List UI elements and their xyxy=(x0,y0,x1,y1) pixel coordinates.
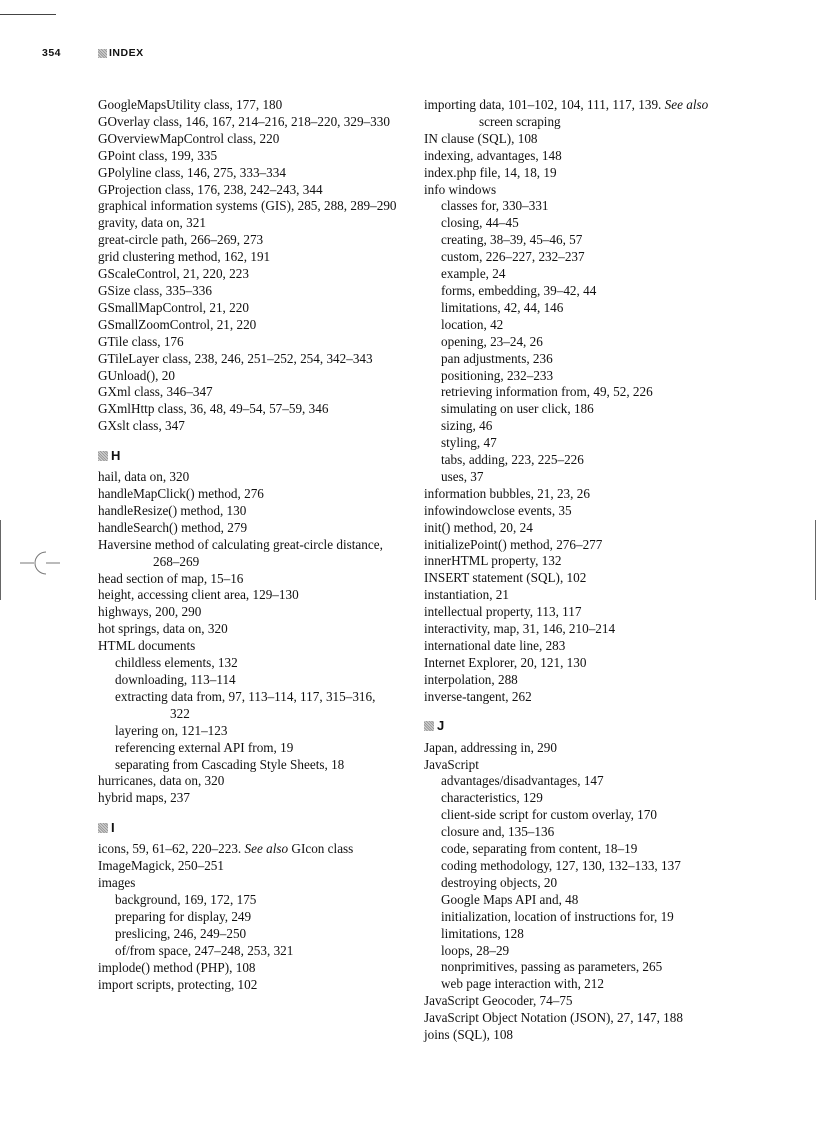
entry-text: uses, 37 xyxy=(441,468,484,484)
index-entry xyxy=(424,520,724,537)
entry-text: joins (SQL), 108 xyxy=(424,1027,514,1043)
index-subentry xyxy=(424,249,724,266)
entry-text: GScaleControl, 21, 220, 223 xyxy=(98,266,249,282)
index-entry xyxy=(424,621,724,638)
index-subentry xyxy=(424,892,724,909)
entry-text: hail, data on, 320 xyxy=(98,469,190,485)
index-entry xyxy=(424,604,724,621)
entry-text: tabs, adding, 223, 225–226 xyxy=(441,452,584,468)
index-entry xyxy=(98,858,398,875)
index-entry xyxy=(98,604,398,621)
entry-text: GSize class, 335–336 xyxy=(98,282,212,298)
index-entry xyxy=(424,570,724,587)
entry-text: head section of map, 15–16 xyxy=(98,570,244,586)
entry-text: INSERT statement (SQL), 102 xyxy=(424,570,587,586)
index-subentry xyxy=(424,452,724,469)
index-entry xyxy=(98,165,398,182)
index-entry xyxy=(98,418,398,435)
index-subentry xyxy=(424,875,724,892)
index-subentry xyxy=(424,300,724,317)
index-entry xyxy=(98,114,398,131)
index-entry xyxy=(424,672,724,689)
index-entry xyxy=(98,469,398,486)
entry-text: HTML documents xyxy=(98,638,196,654)
entry-text: Haversine method of calculating great-circle distance, 268–269 xyxy=(98,536,383,569)
entry-text: closing, 44–45 xyxy=(441,215,519,231)
index-entry xyxy=(98,317,398,334)
entry-text: great-circle path, 266–269, 273 xyxy=(98,232,264,248)
index-entry xyxy=(424,993,724,1010)
index-entry xyxy=(98,198,398,215)
index-entry xyxy=(98,283,398,300)
index-subentry xyxy=(424,435,724,452)
index-subentry xyxy=(98,689,398,723)
index-entry xyxy=(98,773,398,790)
index-entry xyxy=(98,638,398,655)
entry-text: height, accessing client area, 129–130 xyxy=(98,587,299,603)
entry-text: international date line, 283 xyxy=(424,638,566,653)
index-subentry xyxy=(424,401,724,418)
index-entry xyxy=(424,655,724,672)
entry-text: info windows xyxy=(424,181,497,197)
entry-text: handleSearch() method, 279 xyxy=(98,519,248,535)
entry-text: infowindowclose events, 35 xyxy=(424,502,572,518)
entry-text: limitations, 128 xyxy=(441,925,524,941)
index-entry xyxy=(98,249,398,266)
section-letter: H xyxy=(111,447,121,463)
entry-text: destroying objects, 20 xyxy=(441,874,558,890)
entry-text: nonprimitives, passing as parameters, 265 xyxy=(441,959,663,975)
index-entry xyxy=(424,182,724,199)
index-subentry xyxy=(424,807,724,824)
entry-text: GXslt class, 347 xyxy=(98,418,185,434)
index-entry xyxy=(98,368,398,385)
index-entry xyxy=(424,1010,724,1027)
index-subentry xyxy=(424,232,724,249)
entry-text: opening, 23–24, 26 xyxy=(441,333,543,349)
entry-text: handleResize() method, 130 xyxy=(98,502,247,518)
index-subentry xyxy=(424,317,724,334)
index-subentry xyxy=(424,841,724,858)
index-entry xyxy=(98,960,398,977)
entry-text: innerHTML property, 132 xyxy=(424,553,562,569)
entry-text: index.php file, 14, 18, 19 xyxy=(424,164,557,180)
index-entry xyxy=(424,638,724,655)
index-subentry xyxy=(98,723,398,740)
entry-text: icons, 59, 61–62, 220–223. xyxy=(98,841,242,857)
entry-text: extracting data from, 97, 113–114, 117, 315–316, 322 xyxy=(115,688,376,721)
entry-text: positioning, 232–233 xyxy=(441,367,554,383)
entry-text: example, 24 xyxy=(441,266,506,282)
entry-text: hybrid maps, 237 xyxy=(98,790,190,806)
index-subentry xyxy=(424,858,724,875)
entry-text: styling, 47 xyxy=(441,435,497,451)
index-subentry xyxy=(424,909,724,926)
entry-text: simulating on user click, 186 xyxy=(441,401,594,417)
section-marker-icon xyxy=(98,49,107,58)
index-entry xyxy=(98,266,398,283)
index-entry xyxy=(424,1027,724,1044)
index-subentry xyxy=(98,655,398,672)
entry-text: location, 42 xyxy=(441,316,504,332)
index-subentry xyxy=(424,351,724,368)
entry-text: information bubbles, 21, 23, 26 xyxy=(424,485,590,501)
index-entry xyxy=(98,571,398,588)
index-entry xyxy=(98,351,398,368)
entry-text: classes for, 330–331 xyxy=(441,198,549,214)
section-letter: J xyxy=(437,718,445,734)
entry-text: characteristics, 129 xyxy=(441,790,543,806)
entry-text: IN clause (SQL), 108 xyxy=(424,130,538,146)
entry-text: GPoint class, 199, 335 xyxy=(98,147,218,163)
entry-text: initialization, location of instructions for, 19 xyxy=(441,908,674,924)
entry-text: graphical information systems (GIS), 285, 288, 289–290 xyxy=(98,198,397,214)
index-entry xyxy=(98,334,398,351)
index-entry xyxy=(98,215,398,232)
index-entry xyxy=(424,757,724,774)
entry-text: GProjection class, 176, 238, 242–243, 344 xyxy=(98,181,323,197)
entry-text: background, 169, 172, 175 xyxy=(115,891,257,907)
entry-text: hurricanes, data on, 320 xyxy=(98,773,225,789)
entry-text: of/from space, 247–248, 253, 321 xyxy=(115,942,294,958)
entry-text: retrieving information from, 49, 52, 226 xyxy=(441,384,653,400)
entry-text: handleMapClick() method, 276 xyxy=(98,486,264,502)
section-marker-icon xyxy=(424,721,434,731)
entry-text: layering on, 121–123 xyxy=(115,722,228,738)
entry-text: initializePoint() method, 276–277 xyxy=(424,536,603,552)
index-subentry xyxy=(424,418,724,435)
index-subentry xyxy=(424,215,724,232)
index-entry xyxy=(98,232,398,249)
index-subentry xyxy=(424,976,724,993)
index-subentry xyxy=(424,384,724,401)
index-entry xyxy=(98,841,398,858)
index-subentry xyxy=(424,790,724,807)
index-entry xyxy=(98,587,398,604)
entry-text: importing data, 101–102, 104, 111, 117, 139. xyxy=(424,97,662,112)
index-entry xyxy=(98,875,398,892)
entry-text: GOverviewMapControl class, 220 xyxy=(98,130,280,146)
index-entry xyxy=(424,148,724,165)
entry-text: interactivity, map, 31, 146, 210–214 xyxy=(424,621,616,637)
entry-text: JavaScript Geocoder, 74–75 xyxy=(424,993,573,1009)
index-entry xyxy=(98,486,398,503)
see-also-target: screen scraping xyxy=(479,113,561,129)
entry-text: custom, 226–227, 232–237 xyxy=(441,249,585,265)
index-entry xyxy=(424,486,724,503)
entry-text: highways, 200, 290 xyxy=(98,604,202,620)
index-subentry xyxy=(424,773,724,790)
entry-text: Google Maps API and, 48 xyxy=(441,891,579,907)
index-entry xyxy=(98,621,398,638)
entry-text: creating, 38–39, 45–46, 57 xyxy=(441,232,583,248)
see-also-target: GIcon class xyxy=(288,841,354,857)
index-column-left xyxy=(98,97,398,993)
running-head-title: INDEX xyxy=(109,47,144,59)
index-entry xyxy=(98,503,398,520)
entry-text: client-side script for custom overlay, 170 xyxy=(441,807,657,823)
index-entry xyxy=(424,689,724,706)
see-also-label: See also xyxy=(664,97,709,112)
entry-text: GXml class, 346–347 xyxy=(98,384,213,400)
index-entry xyxy=(98,401,398,418)
entry-text: intellectual property, 113, 117 xyxy=(424,604,582,620)
index-entry xyxy=(424,131,724,148)
index-entry xyxy=(424,553,724,570)
entry-text: downloading, 113–114 xyxy=(115,672,236,687)
section-marker-icon xyxy=(98,451,108,461)
entry-text: limitations, 42, 44, 146 xyxy=(441,299,564,315)
index-subentry xyxy=(424,368,724,385)
entry-text: grid clustering method, 162, 191 xyxy=(98,249,271,265)
index-entry xyxy=(98,520,398,537)
index-subentry xyxy=(98,892,398,909)
index-subentry xyxy=(98,909,398,926)
index-entry xyxy=(98,384,398,401)
index-subentry xyxy=(424,198,724,215)
index-entry xyxy=(98,790,398,807)
entry-text: childless elements, 132 xyxy=(115,655,238,671)
entry-text: GOverlay class, 146, 167, 214–216, 218–220, 329–330 xyxy=(98,113,390,129)
index-column-right xyxy=(424,97,724,1044)
see-also-label: See also xyxy=(244,841,289,857)
entry-text: sizing, 46 xyxy=(441,418,493,434)
entry-text: pan adjustments, 236 xyxy=(441,350,553,366)
section-marker-icon xyxy=(98,823,108,833)
index-entry xyxy=(98,537,398,571)
entry-text: inverse-tangent, 262 xyxy=(424,688,532,704)
entry-text: images xyxy=(98,875,136,891)
entry-text: indexing, advantages, 148 xyxy=(424,147,562,163)
index-entry xyxy=(424,587,724,604)
index-subentry xyxy=(424,334,724,351)
index-entry xyxy=(98,97,398,114)
entry-text: Internet Explorer, 20, 121, 130 xyxy=(424,654,587,670)
entry-text: GXmlHttp class, 36, 48, 49–54, 57–59, 346 xyxy=(98,401,329,417)
entry-text: GUnload(), 20 xyxy=(98,367,175,383)
index-subentry xyxy=(424,283,724,300)
index-entry xyxy=(98,182,398,199)
entry-text: preparing for display, 249 xyxy=(115,908,252,924)
index-subentry xyxy=(98,943,398,960)
index-entry xyxy=(424,503,724,520)
section-heading xyxy=(424,718,724,735)
section-letter: I xyxy=(111,819,115,835)
entry-text: Japan, addressing in, 290 xyxy=(424,739,557,755)
index-subentry xyxy=(424,926,724,943)
registration-mark-icon xyxy=(20,548,60,578)
entry-text: interpolation, 288 xyxy=(424,671,518,687)
index-subentry xyxy=(424,266,724,283)
entry-text: web page interaction with, 212 xyxy=(441,976,604,992)
entry-text: code, separating from content, 18–19 xyxy=(441,841,638,857)
entry-text: GSmallMapControl, 21, 220 xyxy=(98,299,249,315)
entry-text: implode() method (PHP), 108 xyxy=(98,959,256,975)
entry-text: instantiation, 21 xyxy=(424,587,509,603)
index-subentry xyxy=(424,959,724,976)
index-entry xyxy=(424,740,724,757)
entry-text: GTileLayer class, 238, 246, 251–252, 254, 342–343 xyxy=(98,350,373,366)
entry-text: preslicing, 246, 249–250 xyxy=(115,925,247,941)
index-entry xyxy=(424,537,724,554)
entry-text: init() method, 20, 24 xyxy=(424,519,533,535)
entry-text: coding methodology, 127, 130, 132–133, 137 xyxy=(441,857,681,873)
index-subentry xyxy=(424,943,724,960)
entry-text: JavaScript xyxy=(424,756,479,772)
entry-text: hot springs, data on, 320 xyxy=(98,621,228,637)
index-entry xyxy=(424,97,724,131)
index-subentry xyxy=(98,672,398,689)
index-subentry xyxy=(424,824,724,841)
entry-text: GPolyline class, 146, 275, 333–334 xyxy=(98,164,286,180)
index-entry xyxy=(98,300,398,317)
entry-text: ImageMagick, 250–251 xyxy=(98,858,224,874)
section-heading xyxy=(98,447,398,464)
entry-text: advantages/disadvantages, 147 xyxy=(441,773,604,789)
running-head xyxy=(42,46,144,60)
index-entry xyxy=(98,148,398,165)
entry-text: separating from Cascading Style Sheets, 18 xyxy=(115,756,345,772)
index-entry xyxy=(98,131,398,148)
entry-text: referencing external API from, 19 xyxy=(115,739,294,755)
index-subentry xyxy=(98,740,398,757)
top-crop-rule xyxy=(0,14,56,15)
entry-text: GSmallZoomControl, 21, 220 xyxy=(98,316,257,332)
entry-text: GTile class, 176 xyxy=(98,333,184,349)
page-number: 354 xyxy=(42,47,62,59)
entry-text: GoogleMapsUtility class, 177, 180 xyxy=(98,97,283,112)
left-crop-mark xyxy=(0,520,1,600)
entry-text: import scripts, protecting, 102 xyxy=(98,976,258,992)
entry-text: gravity, data on, 321 xyxy=(98,215,206,231)
index-entry xyxy=(424,165,724,182)
index-subentry xyxy=(424,469,724,486)
index-subentry xyxy=(98,926,398,943)
section-heading xyxy=(98,819,398,836)
entry-text: JavaScript Object Notation (JSON), 27, 147, 188 xyxy=(424,1010,683,1026)
entry-text: closure and, 135–136 xyxy=(441,824,555,840)
entry-text: loops, 28–29 xyxy=(441,942,510,958)
index-subentry xyxy=(98,757,398,774)
entry-text: forms, embedding, 39–42, 44 xyxy=(441,282,597,298)
index-entry xyxy=(98,977,398,994)
